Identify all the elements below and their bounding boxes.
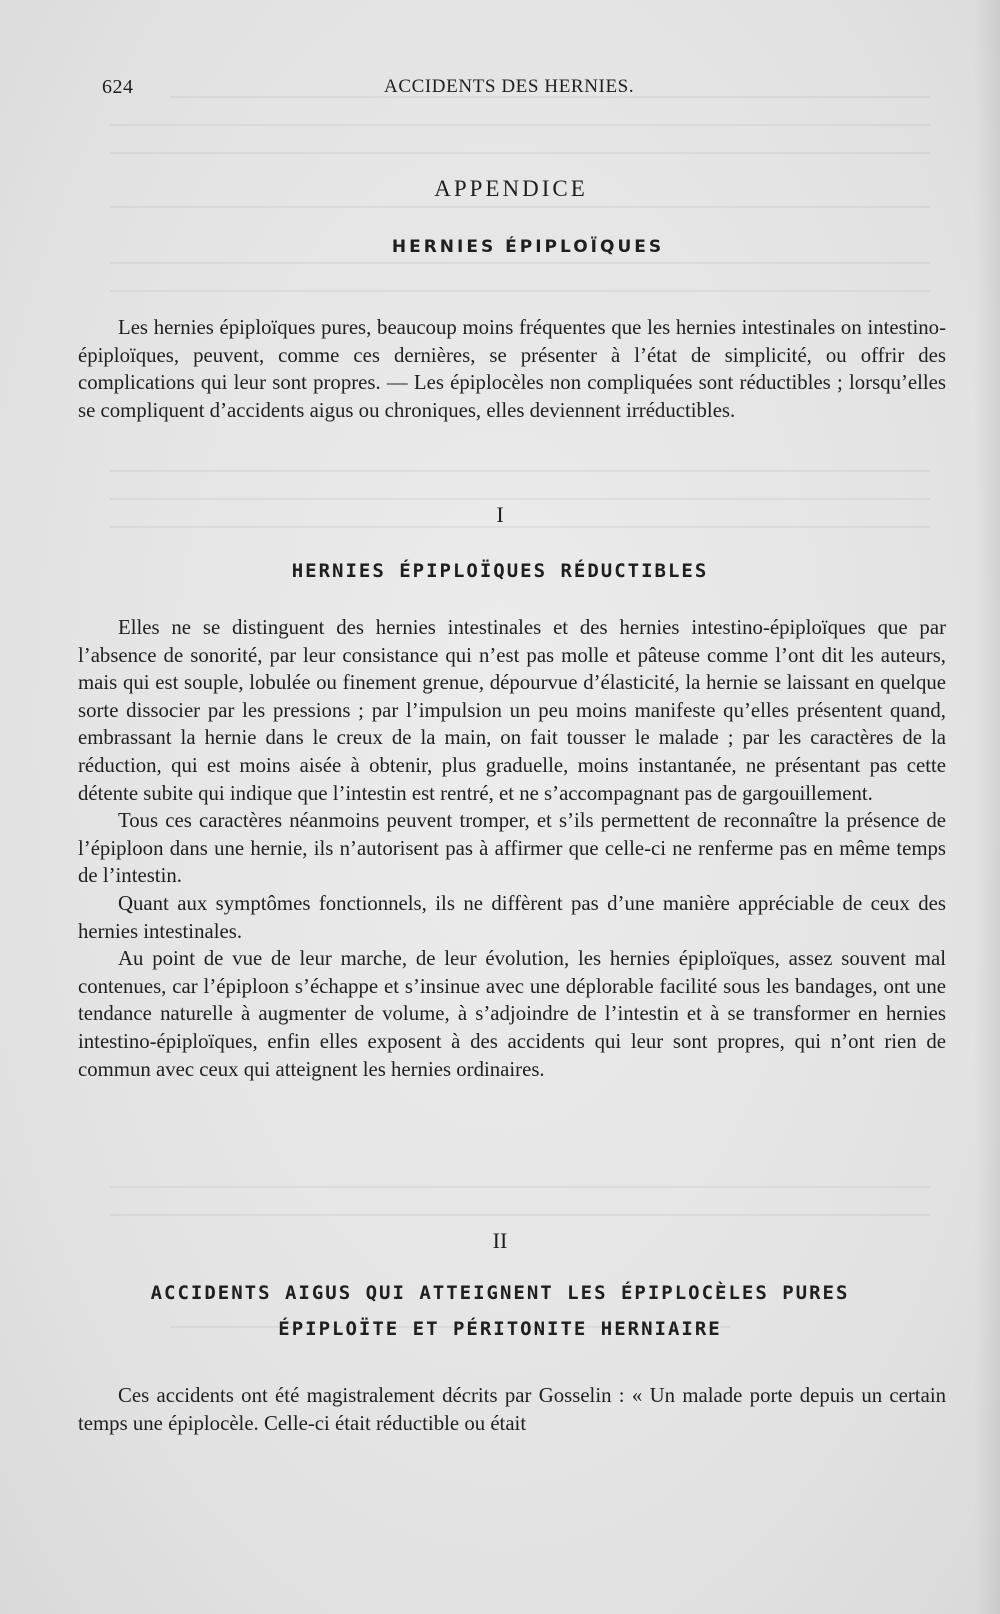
- section-2-title-line-2: ÉPIPLOÏTE ET PÉRITONITE HERNIAIRE: [278, 1318, 722, 1340]
- section-1-title: HERNIES ÉPIPLOÏQUES RÉDUCTIBLES: [291, 560, 709, 582]
- appendix-subheading: HERNIES ÉPIPLOÏQUES: [391, 237, 665, 257]
- paragraph: Les hernies épiploïques pures, beaucoup moins fréquentes que les hernies intestinales on intestino-épiploïques, peuvent, comme ces dernières, se présenter à l’état de simplicité, ou offrir des complications qui leur sont propres. — Les épiplocèles non compliquées sont réductibles ; lorsqu’elles se compliquent d’accidents aigus ou chroniques, elles deviennent irréductibles.: [78, 316, 946, 422]
- section-1-text: [78, 614, 946, 1083]
- intro-text: [78, 314, 946, 424]
- paragraph: Tous ces caractères néanmoins peuvent tromper, et s’ils permettent de reconnaître la présence de l’épiploon dans une hernie, ils n’autorisent pas à affirmer que celle-ci ne renferme pas en même temps de l’intestin.: [78, 809, 946, 888]
- section-2-number: II: [492, 1228, 508, 1253]
- section-2-title-line-1: ACCIDENTS AIGUS QUI ATTEIGNENT LES ÉPIPLOCÈLES PURES: [150, 1282, 850, 1304]
- paragraph: Au point de vue de leur marche, de leur évolution, les hernies épiploïques, assez souvent mal contenues, car l’épiploon s’échappe et s’insinue avec une déplorable facilité sous les bandages, ont une tendance naturelle à augmenter de volume, à s’adjoindre de l’intestin et à se transformer en hernies intestino-épiploïques, enfin elles exposent à des accidents qui leur sont propres, qui n’ont rien de commun avec ceux qui atteignent les hernies ordinaires.: [78, 947, 946, 1081]
- paragraph: Elles ne se distinguent des hernies intestinales et des hernies intestino-épiploïques que par l’absence de sonorité, par leur consistance qui n’est pas molle et pâteuse comme l’ont dit les auteurs, mais qui est souple, lobulée ou finement grenue, dépourvue d’élasticité, la hernie se laissant en quelque sorte dissocier par les pressions ; par l’impulsion un peu moins manifeste qu’elles présentent quand, embrassant la hernie dans le creux de la main, on fait tousser le malade ; par les caractères de la réduction, qui est moins aisée à obtenir, plus graduelle, moins instantanée, ne présentant pas cette détente subite qui indique que l’intestin est rentré, et ne s’accompagnant pas de gargouillement.: [78, 616, 946, 805]
- running-head: [102, 76, 940, 102]
- section-2-text: [78, 1382, 946, 1437]
- paragraph: Ces accidents ont été magistralement décrits par Gosselin : « Un malade porte depuis un certain temps une épiplocèle. Celle-ci était réductible ou était: [78, 1384, 946, 1435]
- page-number: 624: [102, 76, 134, 98]
- paragraph: Quant aux symptômes fonctionnels, ils ne diffèrent pas d’une manière appréciable de ceux des hernies intestinales.: [78, 891, 946, 943]
- running-title: ACCIDENTS DES HERNIES.: [384, 76, 635, 97]
- appendix-heading: APPENDICE: [434, 176, 588, 201]
- section-1-number: I: [496, 502, 504, 527]
